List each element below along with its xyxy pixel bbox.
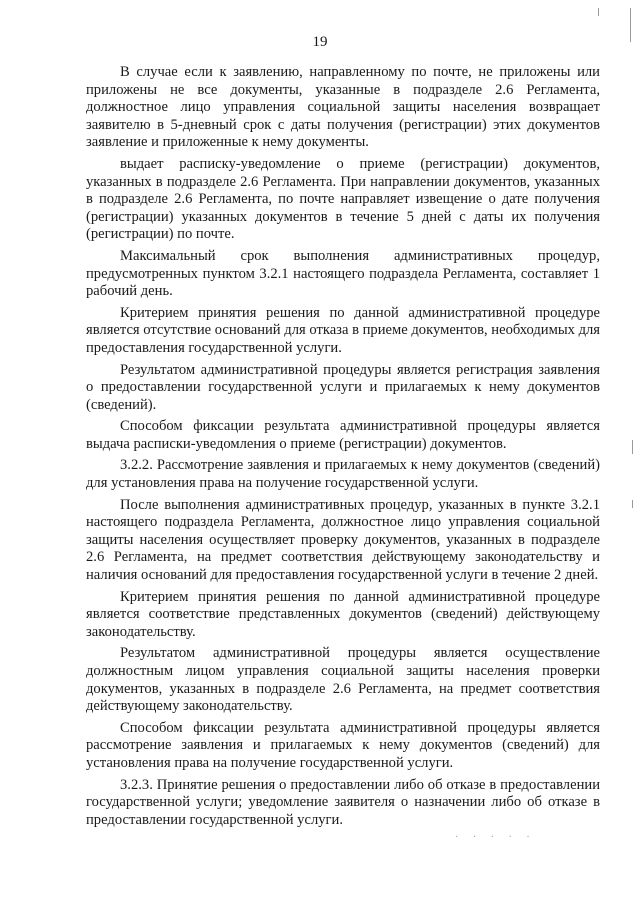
paragraph: Критерием принятия решения по данной административной процедуре является соответствие представленных документов (сведений) действующему законодательству.: [86, 588, 600, 640]
paragraph: В случае если к заявлению, направленному по почте, не приложены или приложены не все документы, указанные в подразделе 2.6 Регламента, должностное лицо управления социальной защиты населения возвращает заявителю в 5-дневный срок с даты получения (регистрации) этих документов заявление и приложенные к нему документы.: [86, 64, 600, 151]
scan-mark: [630, 8, 631, 42]
section-heading-3-2-2: 3.2.2. Рассмотрение заявления и прилагаемых к нему документов (сведений) для установления права на получение государственной услуги.: [86, 457, 600, 492]
scan-mark: [598, 8, 599, 16]
scan-mark: [632, 440, 633, 454]
paragraph: Результатом административной процедуры является регистрация заявления о предоставлении государственной услуги и прилагаемых к нему документов (сведений).: [86, 361, 600, 413]
page-number: 19: [312, 34, 328, 50]
section-heading-3-2-3: 3.2.3. Принятие решения о предоставлении либо об отказе в предоставлении государственной услуги; уведомление заявителя о назначении либо об отказе в предоставлении государственной услуги.: [86, 776, 600, 828]
paragraph: Критерием принятия решения по данной административной процедуре является отсутствие оснований для отказа в приеме документов, необходимых для предоставления государственной услуги.: [86, 304, 600, 356]
paragraph: Результатом административной процедуры является осуществление должностным лицом управления социальной защиты населения проверки документов, указанных в подразделе 2.6 Регламента, на предмет соответствия действующему законодательству.: [86, 645, 600, 715]
scan-mark: [632, 500, 633, 508]
paragraph: Максимальный срок выполнения административных процедур, предусмотренных пунктом 3.2.1 настоящего подраздела Регламента, составляет 1 рабочий день.: [86, 247, 600, 300]
paragraph: Способом фиксации результата административной процедуры является рассмотрение заявления и прилагаемых к нему документов (сведений) для установления права на получение государственной услуги.: [86, 719, 600, 771]
scan-dots: · · · · ·: [455, 832, 536, 843]
paragraph: Способом фиксации результата административной процедуры является выдача расписки-уведомления о приеме (регистрации) документов.: [86, 418, 600, 452]
paragraph: После выполнения административных процедур, указанных в пункте 3.2.1 настоящего подраздела Регламента, должностное лицо управления социальной защиты населения осуществляет проверку документов, указанных в подразделе 2.6 Регламента, на предмет соответствия действующему законодательству и наличия оснований для предоставления государственной услуги в течение 2 дней.: [86, 496, 600, 584]
document-body: [86, 64, 600, 829]
paragraph: выдает расписку-уведомление о приеме (регистрации) документов, указанных в подразделе 2.6 Регламента. При направлении документов, указанных в подразделе 2.6 Регламента, по почте направляет извещение о дате получения (регистрации) указанных документов в течение 5 дней с даты их получения (регистрации) по почте.: [86, 155, 600, 243]
